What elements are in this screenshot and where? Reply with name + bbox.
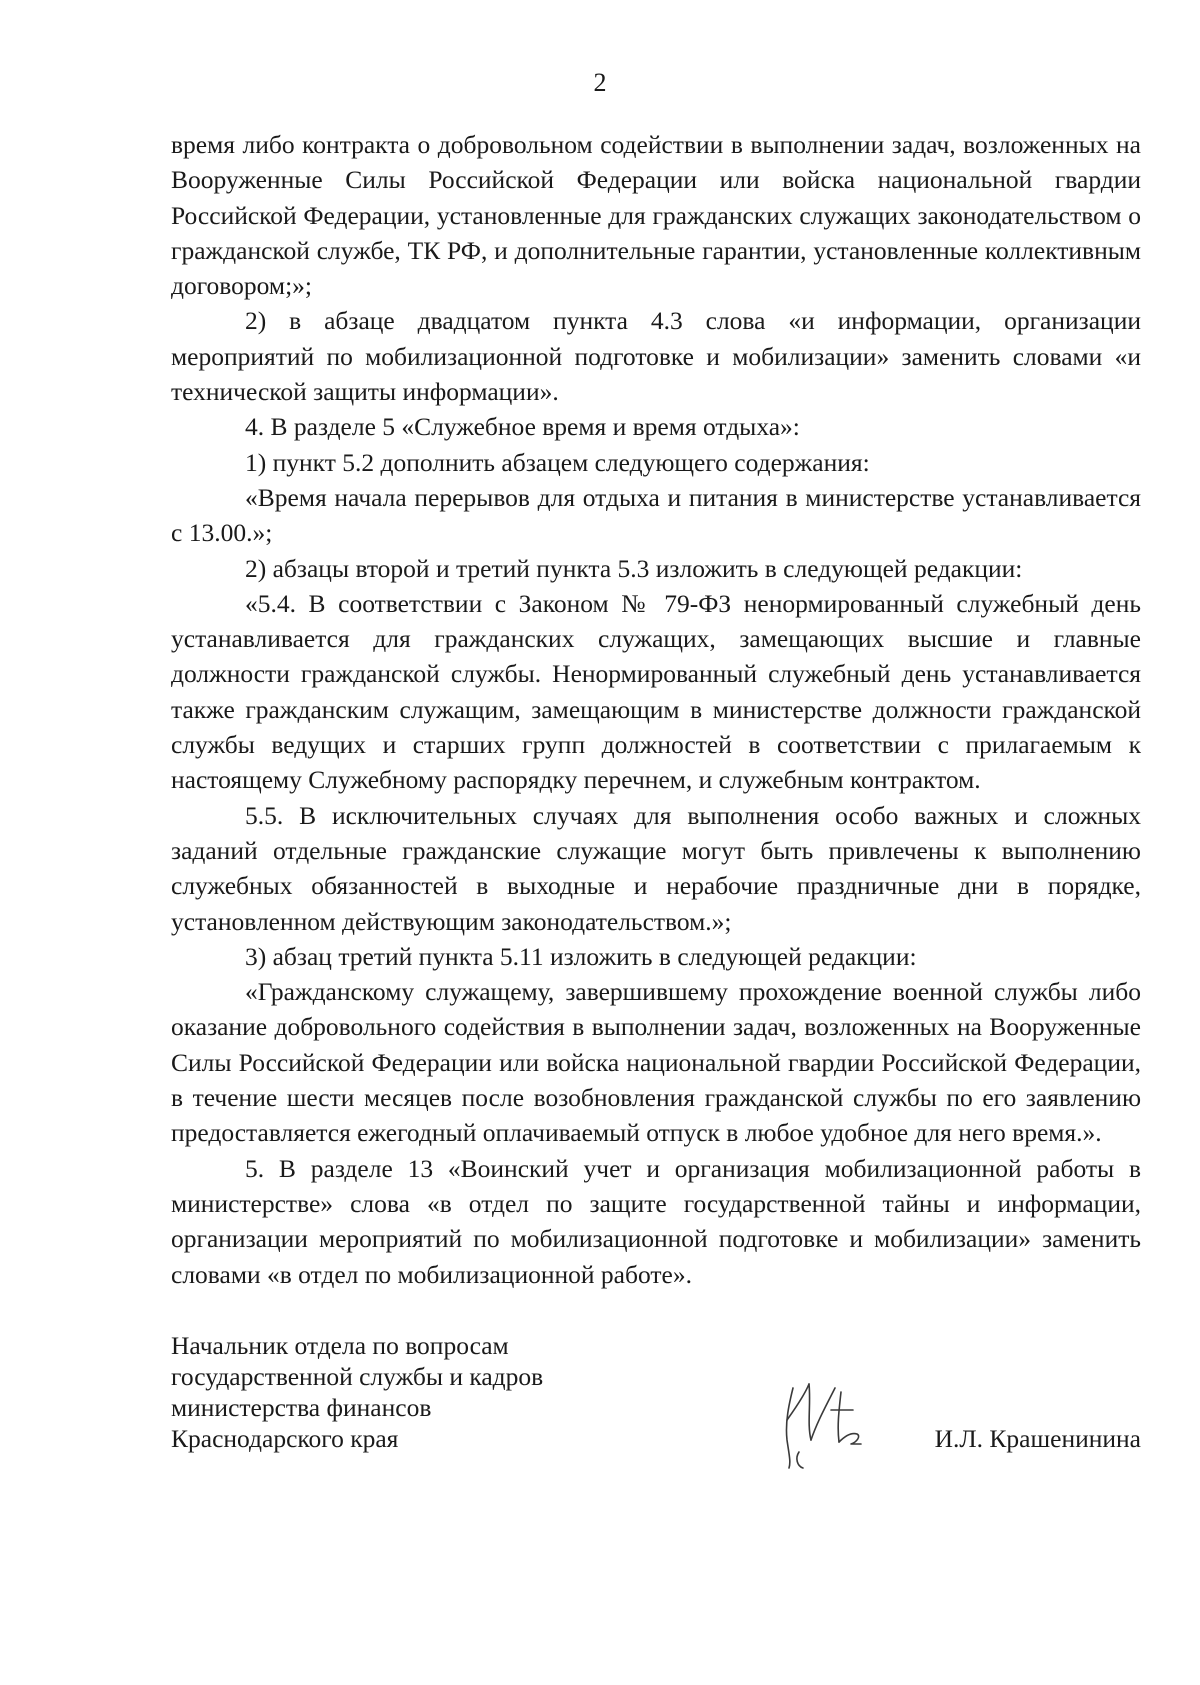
paragraph: 2) абзацы второй и третий пункта 5.3 изложить в следующей редакции: xyxy=(245,553,1023,583)
document-body xyxy=(171,127,1141,1292)
paragraph: 1) пункт 5.2 дополнить абзацем следующего содержания: xyxy=(245,447,870,477)
paragraph: 3) абзац третий пункта 5.11 изложить в следующей редакции: xyxy=(245,941,917,971)
signatory-title-line: Начальник отдела по вопросам xyxy=(171,1331,509,1360)
signatory-title-line: Краснодарского края xyxy=(171,1424,399,1453)
page-number: 2 xyxy=(593,68,607,97)
paragraph: 2) в абзаце двадцатом пункта 4.3 слова «и информации, организации мероприятий по мобилизационной подготовке и мобилизации» заменить словами «и технической защиты информации». xyxy=(171,306,1141,407)
signatory-title-line: государственной службы и кадров xyxy=(171,1362,544,1391)
paragraph: 5. В разделе 13 «Воинский учет и организация мобилизационной работы в министерстве» слова «в отдел по защите государственной тайны и информации, организации мероприятий по мобилизационной подготовке и мобилизации» заменить словами «в отдел по мобилизационной работе». xyxy=(171,1153,1141,1289)
signatory-name: И.Л. Крашенинина xyxy=(934,1424,1141,1453)
paragraph: «5.4. В соответствии с Законом № 79-ФЗ ненормированный служебный день устанавливается для гражданских служащих, замещающих высшие и главные должности гражданской службы. Ненормированный служебный день устанавливается также гражданским служащим, замещающим в министерстве должности гражданской службы ведущих и старших групп должностей в соответствии с прилагаемым к настоящему Служебному распорядку перечнем, и служебным контрактом. xyxy=(171,588,1141,795)
paragraph: «Время начала перерывов для отдыха и питания в министерстве устанавливается с 13.00.»; xyxy=(171,482,1141,548)
signatory-title-line: министерства финансов xyxy=(171,1393,432,1422)
paragraph: «Гражданскому служащему, завершившему прохождение военной службы либо оказание добровольного содействия в выполнении задач, возложенных на Вооруженные Силы Российской Федерации или войска национальной гвардии Российской Федерации, в течение шести месяцев после возобновления гражданской службы по его заявлению предоставляется ежегодный оплачиваемый отпуск в любое удобное для него время.». xyxy=(171,977,1141,1148)
signature-block xyxy=(171,1330,1141,1454)
handwritten-signature xyxy=(771,1370,891,1470)
paragraph: 5.5. В исключительных случаях для выполнения особо важных и сложных заданий отдельные гражданские служащие могут быть привлечены к выполнению служебных обязанностей в выходные и нерабочие праздничные дни в порядке, установленном действующим законодательством.»; xyxy=(171,800,1141,936)
paragraph: 4. В разделе 5 «Служебное время и время отдыха»: xyxy=(245,412,800,442)
paragraph: время либо контракта о добровольном содействии в выполнении задач, возложенных на Вооруженные Силы Российской Федерации или войска национальной гвардии Российской Федерации, установленные для гражданских служащих законодательством о гражданской службе, ТК РФ, и дополнительные гарантии, установленные коллективным договором;»; xyxy=(171,130,1141,301)
